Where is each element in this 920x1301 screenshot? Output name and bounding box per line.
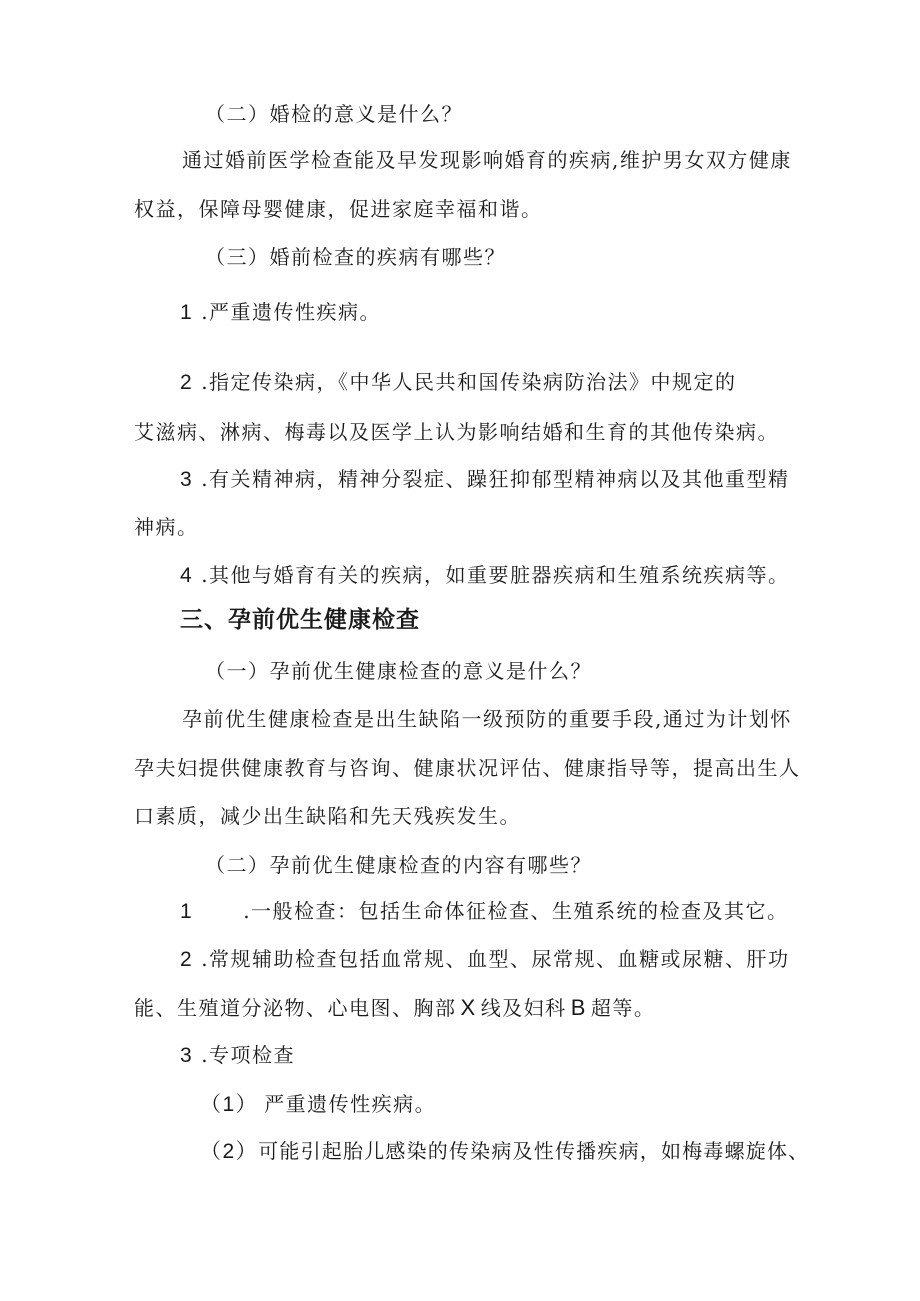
sub-list-item bbox=[200, 1137, 809, 1166]
sub-list-item-text: 严重遗传性疾病。 bbox=[264, 1092, 437, 1116]
paragraph-line: 口素质，减少出生缺陷和先天残疾发生。 bbox=[134, 804, 521, 828]
list-item bbox=[180, 561, 790, 590]
list-item-number: 2 bbox=[180, 948, 194, 971]
section-heading: 三、孕前优生健康检查 bbox=[180, 607, 420, 633]
sub-list-item bbox=[200, 1090, 436, 1119]
list-item-number: 1 bbox=[180, 301, 194, 324]
list-item-letter: B bbox=[570, 995, 587, 1020]
list-item bbox=[180, 298, 381, 327]
list-item-number: 3 bbox=[180, 1044, 194, 1067]
list-item-text: 能、生殖道分泌物、心电图、胸部 bbox=[134, 996, 457, 1020]
list-item-letter: X bbox=[460, 995, 477, 1020]
sub-list-item-number: （1） bbox=[200, 1093, 259, 1116]
list-item-continuation: 神病。 bbox=[134, 515, 199, 539]
paragraph-line: 孕前优生健康检查是出生缺陷一级预防的重要手段,通过为计划怀 bbox=[182, 707, 792, 731]
list-item-text: 线及妇科 bbox=[480, 996, 567, 1020]
list-item-text: .专项检查 bbox=[201, 1043, 296, 1067]
list-item-text: 超等。 bbox=[590, 996, 656, 1020]
list-item-number: 2 bbox=[180, 371, 194, 394]
paragraph-line: 权益，保障母婴健康，促进家庭幸福和谐。 bbox=[134, 197, 543, 221]
list-item bbox=[180, 1041, 295, 1070]
list-item-text: .其他与婚育有关的疾病，如重要脏器疾病和生殖系统疾病等。 bbox=[201, 563, 790, 587]
sub-list-item-number: （2） bbox=[200, 1140, 259, 1163]
sub-list-item-text: 可能引起胎儿感染的传染病及性传播疾病，如梅毒螺旋体、 bbox=[258, 1139, 810, 1163]
list-item-text: .严重遗传性疾病。 bbox=[201, 300, 382, 324]
list-item-text: .指定传染病，《中华人民共和国传染病防治法》中规定的 bbox=[201, 370, 737, 394]
list-item bbox=[180, 945, 790, 974]
question-title-premarital-diseases: （三）婚前检查的疾病有哪些？ bbox=[205, 245, 506, 269]
list-item-continuation bbox=[134, 994, 655, 1022]
list-item-continuation: 艾滋病、淋病、梅毒以及医学上认为影响结婚和生育的其他传染病。 bbox=[134, 420, 779, 444]
list-item bbox=[180, 897, 789, 926]
question-title-prepregnancy-meaning: （一）孕前优生健康检查的意义是什么？ bbox=[205, 659, 592, 683]
list-item-text: .常规辅助检查包括血常规、血型、尿常规、血糖或尿糖、肝功 bbox=[201, 947, 790, 971]
list-item-number: 1 bbox=[180, 900, 194, 923]
paragraph-line: 孕夫妇提供健康教育与咨询、健康状况评估、健康指导等，提高出生人 bbox=[134, 756, 801, 780]
question-title-marriage-check-meaning: （二）婚检的意义是什么？ bbox=[205, 102, 463, 126]
list-item-number: 3 bbox=[180, 468, 194, 491]
paragraph-line: 通过婚前医学检查能及早发现影响婚育的疾病,维护男女双方健康 bbox=[182, 148, 792, 172]
list-item-text: .一般检查：包括生命体征检查、生殖系统的检查及其它。 bbox=[243, 899, 789, 923]
list-item bbox=[180, 368, 737, 397]
list-item-text: .有关精神病，精神分裂症、躁狂抑郁型精神病以及其他重型精 bbox=[201, 467, 790, 491]
list-item-number: 4 bbox=[180, 564, 194, 587]
question-title-prepregnancy-content: （二）孕前优生健康检查的内容有哪些？ bbox=[205, 853, 592, 877]
list-item bbox=[180, 465, 790, 494]
